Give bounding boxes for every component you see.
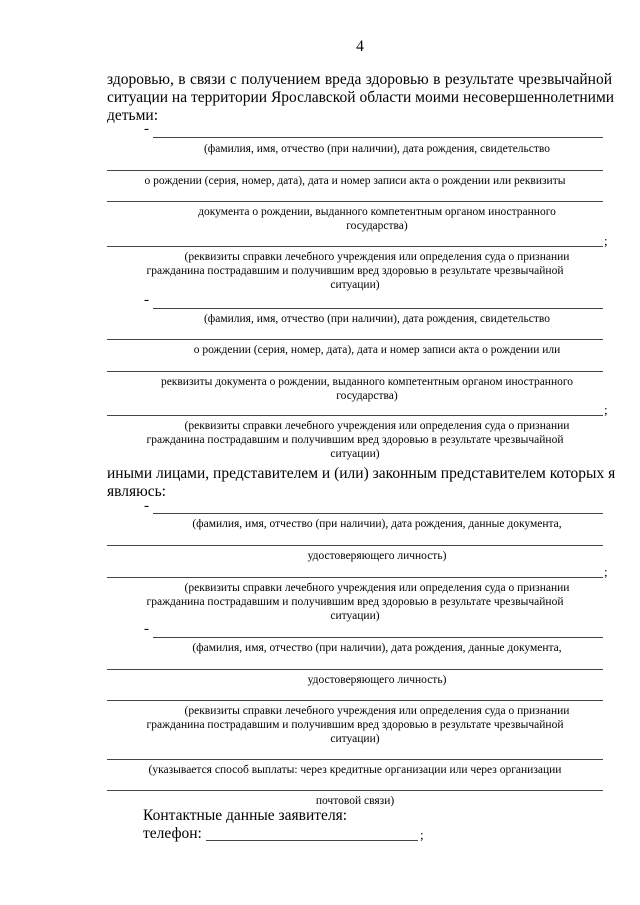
person1-hint-3b: гражданина пострадавшим и получившим вред здоровью в результате чрезвычайной <box>146 596 564 608</box>
child2-line-3[interactable] <box>107 371 603 372</box>
person2-line-2[interactable] <box>107 669 603 670</box>
child2-dash: - <box>144 292 149 308</box>
person1-semicolon: ; <box>604 564 608 579</box>
contacts-label: Контактные данные заявителя: <box>143 807 348 824</box>
child1-line-2[interactable] <box>107 170 603 171</box>
child2-name-line[interactable] <box>153 308 603 309</box>
child2-hint-2: о рождении (серия, номер, дата), дата и номер записи акта о рождении или <box>193 344 561 356</box>
child2-hint-3b: государства) <box>336 390 398 402</box>
person1-line-3[interactable] <box>107 577 603 578</box>
child1-line-3[interactable] <box>107 201 603 202</box>
child1-hint-2: о рождении (серия, номер, дата), дата и номер записи акта о рождении или реквизиты <box>144 175 566 187</box>
child1-hint-3b: государства) <box>346 220 408 232</box>
phone-label: телефон: <box>143 825 202 842</box>
person1-hint-1: (фамилия, имя, отчество (при наличии), дата рождения, данные документа, <box>192 518 562 530</box>
person2-hint-2: удостоверяющего личность) <box>307 674 447 686</box>
child1-hint-4a: (реквизиты справки лечебного учреждения или определения суда о признании <box>184 251 570 263</box>
child2-hint-1: (фамилия, имя, отчество (при наличии), дата рождения, свидетельство <box>203 313 551 325</box>
page-number: 4 <box>356 38 364 55</box>
child2-line-2[interactable] <box>107 339 603 340</box>
payment-hint-2: почтовой связи) <box>315 795 395 807</box>
person2-name-line[interactable] <box>153 637 603 638</box>
others-line-2: являюсь: <box>107 483 166 500</box>
child2-semicolon: ; <box>604 402 608 417</box>
person2-dash: - <box>144 621 149 637</box>
child1-hint-4b: гражданина пострадавшим и получившим вред здоровью в результате чрезвычайной <box>146 265 564 277</box>
child1-name-line[interactable] <box>153 137 603 138</box>
intro-line-3: детьми: <box>107 107 159 124</box>
payment-hint-1: (указывается способ выплаты: через кредитные организации или через организации <box>148 764 562 776</box>
child2-hint-4c: ситуации) <box>330 448 380 460</box>
others-line-1: иными лицами, представителем и (или) законным представителем которых я <box>107 465 616 482</box>
child1-dash: - <box>144 121 149 137</box>
child2-line-4[interactable] <box>107 415 603 416</box>
child2-hint-4a: (реквизиты справки лечебного учреждения или определения суда о признании <box>184 420 570 432</box>
person1-hint-3a: (реквизиты справки лечебного учреждения или определения суда о признании <box>184 582 570 594</box>
person2-hint-3a: (реквизиты справки лечебного учреждения или определения суда о признании <box>184 705 570 717</box>
phone-input-line[interactable] <box>206 840 418 841</box>
person1-hint-3c: ситуации) <box>330 610 380 622</box>
person1-name-line[interactable] <box>153 513 603 514</box>
person1-line-2[interactable] <box>107 545 603 546</box>
phone-semicolon: ; <box>420 827 424 842</box>
child2-hint-4b: гражданина пострадавшим и получившим вред здоровью в результате чрезвычайной <box>146 434 564 446</box>
person2-hint-3b: гражданина пострадавшим и получившим вред здоровью в результате чрезвычайной <box>146 719 564 731</box>
child1-hint-4c: ситуации) <box>330 279 380 291</box>
person1-hint-2: удостоверяющего личность) <box>307 550 447 562</box>
person2-hint-1: (фамилия, имя, отчество (при наличии), дата рождения, данные документа, <box>192 642 562 654</box>
child2-hint-3a: реквизиты документа о рождении, выданного компетентным органом иностранного <box>160 376 574 388</box>
intro-line-2: ситуации на территории Ярославской области моими несовершеннолетними <box>107 89 615 106</box>
payment-line-1[interactable] <box>107 759 603 760</box>
payment-line-2[interactable] <box>107 790 603 791</box>
child1-hint-3a: документа о рождении, выданного компетентным органом иностранного <box>198 206 556 218</box>
person2-hint-3c: ситуации) <box>330 733 380 745</box>
child1-semicolon: ; <box>604 233 608 248</box>
child1-hint-1: (фамилия, имя, отчество (при наличии), дата рождения, свидетельство <box>203 143 551 155</box>
person2-line-3[interactable] <box>107 700 603 701</box>
intro-line-1: здоровью, в связи с получением вреда здоровью в результате чрезвычайной <box>107 71 612 88</box>
person1-dash: - <box>144 498 149 514</box>
child1-line-4[interactable] <box>107 246 603 247</box>
